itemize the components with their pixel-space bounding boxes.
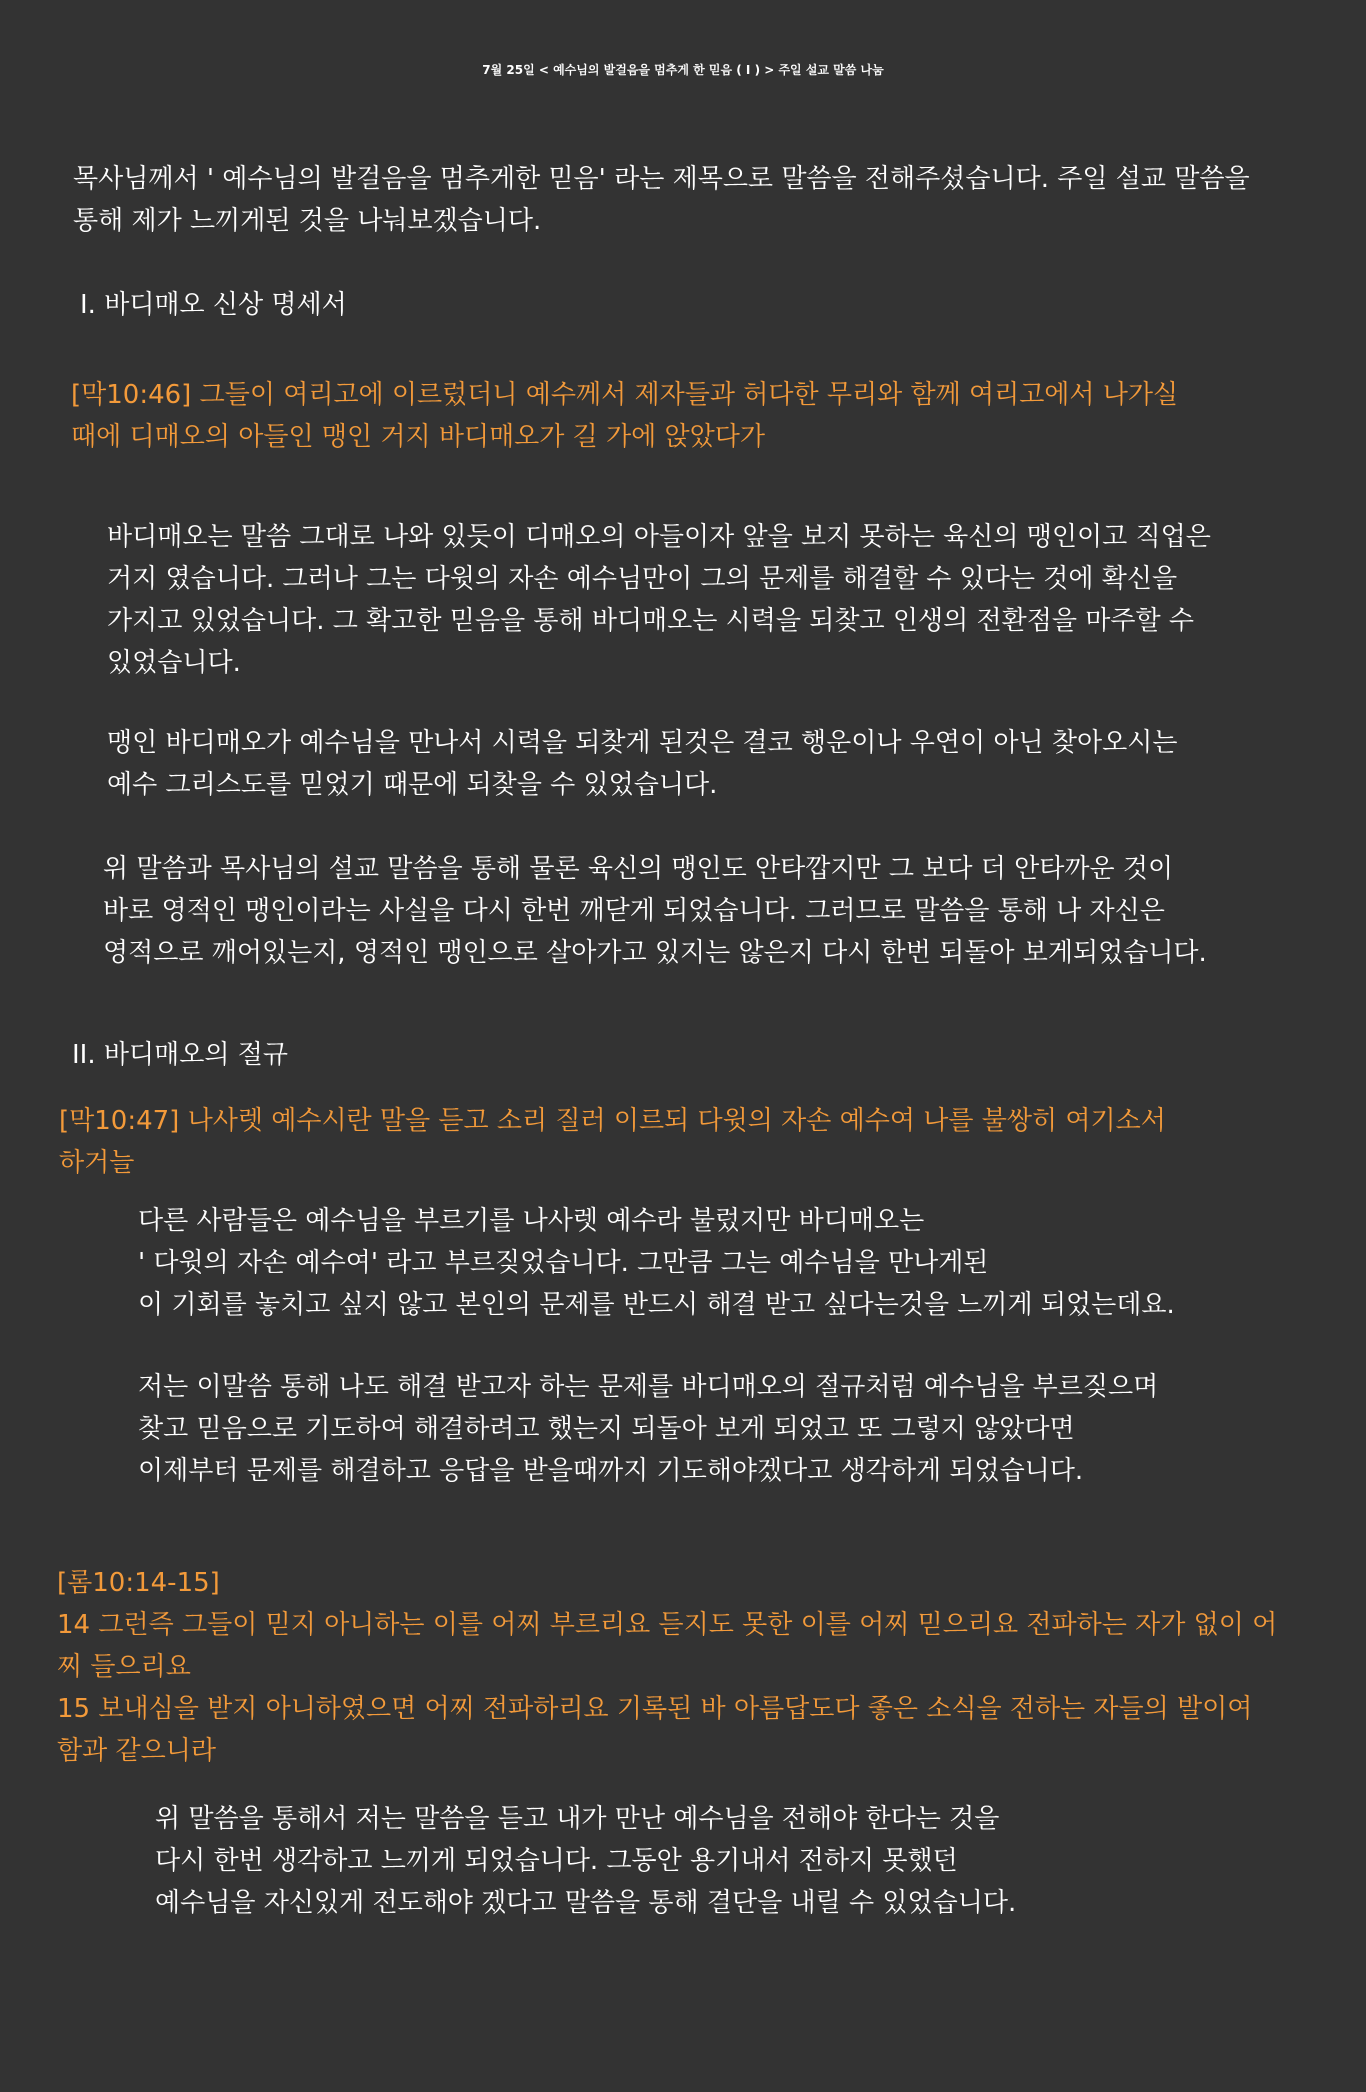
verse-line: 하거늘: [59, 1148, 135, 1178]
section3-verse: [57, 1562, 1277, 1772]
verse-line: [막10:47] 나사렛 예수시란 말을 듣고 소리 질러 이르되 다윗의 자손 예수여 나를 불쌍히 여기소서: [59, 1106, 1166, 1136]
paragraph-line: 예수님을 자신있게 전도해야 겠다고 말씀을 통해 결단을 내릴 수 있었습니다.: [155, 1888, 1017, 1918]
paragraph-line: 다시 한번 생각하고 느끼게 되었습니다. 그동안 용기내서 전하지 못했던: [155, 1846, 958, 1876]
paragraph-line: 저는 이말씀 통해 나도 해결 받고자 하는 문제를 바디매오의 절규처럼 예수님을 부르짖으며: [138, 1372, 1159, 1402]
paragraph-line: 위 말씀과 목사님의 설교 말씀을 통해 물론 육신의 맹인도 안타깝지만 그 보다 더 안타까운 것이: [103, 854, 1174, 884]
paragraph-line: 예수 그리스도를 믿었기 때문에 되찾을 수 있었습니다.: [107, 770, 718, 800]
paragraph-line: 이제부터 문제를 해결하고 응답을 받을때까지 기도해야겠다고 생각하게 되었습니다.: [138, 1456, 1084, 1486]
verse-line: [막10:46] 그들이 여리고에 이르렀더니 예수께서 제자들과 허다한 무리와 함께 여리고에서 나가실: [71, 380, 1179, 410]
section2-paragraph-2: [138, 1366, 1158, 1492]
section1-verse: [71, 374, 1178, 458]
section1-paragraph-3: [103, 848, 1207, 974]
paragraph-line: 가지고 있었습니다. 그 확고한 믿음을 통해 바디매오는 시력을 되찾고 인생의 전환점을 마주할 수: [107, 606, 1194, 636]
intro-paragraph: [73, 158, 1250, 242]
section1-heading: I. 바디매오 신상 명세서: [80, 290, 347, 320]
paragraph-line: 바디매오는 말씀 그대로 나와 있듯이 디매오의 아들이자 앞을 보지 못하는 육신의 맹인이고 직업은: [107, 522, 1211, 552]
intro-line: 목사님께서 ' 예수님의 발걸음을 멈추게한 믿음' 라는 제목으로 말씀을 전해주셨습니다. 주일 설교 말씀을: [73, 164, 1250, 194]
paragraph-line: 영적으로 깨어있는지, 영적인 맹인으로 살아가고 있지는 않은지 다시 한번 되돌아 보게되었습니다.: [103, 938, 1207, 968]
verse-line: [롬10:14-15]: [57, 1568, 220, 1598]
verse-line: 때에 디매오의 아들인 맹인 거지 바디매오가 길 가에 앉았다가: [71, 422, 766, 452]
paragraph-line: ' 다윗의 자손 예수여' 라고 부르짖었습니다. 그만큼 그는 예수님을 만나게된: [138, 1248, 989, 1278]
paragraph-line: 바로 영적인 맹인이라는 사실을 다시 한번 깨닫게 되었습니다. 그러므로 말씀을 통해 나 자신은: [103, 896, 1165, 926]
paragraph-line: 맹인 바디매오가 예수님을 만나서 시력을 되찾게 된것은 결코 행운이나 우연이 아닌 찾아오시는: [107, 728, 1178, 758]
paragraph-line: 다른 사람들은 예수님을 부르기를 나사렛 예수라 불렀지만 바디매오는: [138, 1206, 925, 1236]
intro-line: 통해 제가 느끼게된 것을 나눠보겠습니다.: [73, 206, 542, 236]
section2-heading: II. 바디매오의 절규: [72, 1040, 288, 1070]
section1-paragraph-2: [107, 722, 1177, 806]
section1-paragraph-1: [107, 516, 1211, 684]
verse-line: 함과 같으니라: [57, 1736, 216, 1766]
verse-line: 15 보내심을 받지 아니하였으면 어찌 전파하리요 기록된 바 아름답도다 좋은 소식을 전하는 자들의 발이여: [57, 1694, 1253, 1724]
section2-paragraph-1: [138, 1200, 1175, 1326]
section2-verse: [59, 1100, 1166, 1184]
paragraph-line: 찾고 믿음으로 기도하여 해결하려고 했는지 되돌아 보게 되었고 또 그렇지 않았다면: [138, 1414, 1075, 1444]
paragraph-line: 있었습니다.: [107, 648, 241, 678]
paragraph-line: 거지 였습니다. 그러나 그는 다윗의 자손 예수님만이 그의 문제를 해결할 수 있다는 것에 확신을: [107, 564, 1178, 594]
page-title: 7월 25일 < 예수님의 발걸음을 멈추게 한 믿음 ( I ) > 주일 설교 말씀 나눔: [482, 63, 884, 77]
paragraph-line: 위 말씀을 통해서 저는 말씀을 듣고 내가 만난 예수님을 전해야 한다는 것을: [155, 1804, 1000, 1834]
paragraph-line: 이 기회를 놓치고 싶지 않고 본인의 문제를 반드시 해결 받고 싶다는것을 느끼게 되었는데요.: [138, 1290, 1175, 1320]
verse-line: 찌 들으리요: [57, 1652, 191, 1682]
section3-paragraph-1: [155, 1798, 1016, 1924]
verse-line: 14 그런즉 그들이 믿지 아니하는 이를 어찌 부르리요 듣지도 못한 이를 어찌 믿으리요 전파하는 자가 없이 어: [57, 1610, 1278, 1640]
